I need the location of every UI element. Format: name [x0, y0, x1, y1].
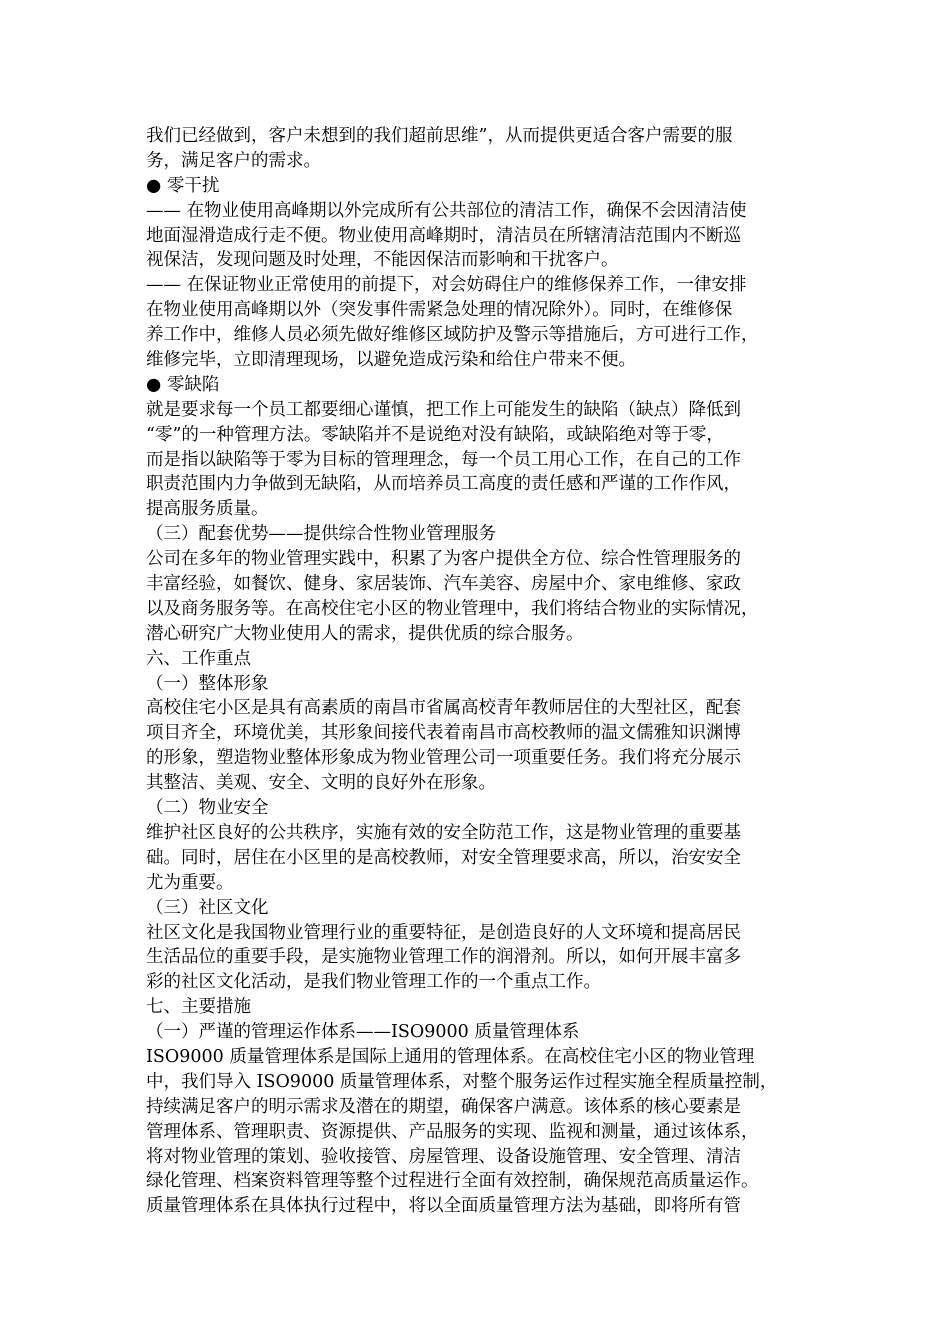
bullet-heading: ● 零缺陷	[146, 374, 220, 395]
section-heading: （三）社区文化	[146, 897, 269, 918]
text-line: 潜心研究广大物业使用人的需求，提供优质的综合服务。	[146, 623, 584, 644]
text-line: 维修完毕，立即清理现场，以避免造成污染和给住户带来不便。	[146, 350, 636, 371]
text-line: 持续满足客户的明示需求及潜在的期望，确保客户满意。该体系的核心要素是	[146, 1096, 741, 1117]
text-line: 项目齐全，环境优美，其形象间接代表着南昌市高校教师的温文儒雅知识渊博	[146, 723, 741, 744]
text-line: 地面湿滑造成行走不便。物业使用高峰期时，清洁员在所辖清洁范围内不断巡	[146, 225, 741, 246]
text-line: —— 在保证物业正常使用的前提下，对会妨碍住户的维修保养工作，一律安排	[146, 275, 747, 296]
text-line: 视保洁，发现问题及时处理，不能因保洁而影响和干扰客户。	[146, 250, 619, 271]
text-line: 彩的社区文化活动，是我们物业管理工作的一个重点工作。	[146, 972, 601, 993]
chapter-heading: 六、工作重点	[146, 648, 251, 669]
text-line: “零”的一种管理方法。零缺陷并不是说绝对没有缺陷，或缺陷绝对等于零，	[146, 424, 724, 445]
text-line: 社区文化是我国物业管理行业的重要特征，是创造良好的人文环境和提高居民	[146, 922, 741, 943]
text-line: 绿化管理、档案资料管理等整个过程进行全面有效控制，确保规范高质量运作。	[146, 1171, 759, 1192]
text-line: 以及商务服务等。在高校住宅小区的物业管理中，我们将结合物业的实际情况，	[146, 598, 759, 619]
text-line: ISO9000 质量管理体系是国际上通用的管理体系。在高校住宅小区的物业管理	[146, 1046, 755, 1067]
text-line: 务，满足客户的需求。	[146, 150, 321, 171]
text-line: 质量管理体系在具体执行过程中，将以全面质量管理方法为基础，即将所有管	[146, 1196, 741, 1217]
section-heading: （三）配套优势——提供综合性物业管理服务	[146, 524, 496, 545]
text-line: 高校住宅小区是具有高素质的南昌市省属高校青年教师居住的大型社区，配套	[146, 698, 741, 719]
text-line: 的形象，塑造物业整体形象成为物业管理公司一项重要任务。我们将充分展示	[146, 748, 741, 769]
document-page	[146, 124, 806, 1219]
text-line: 在物业使用高峰期以外（突发事件需紧急处理的情况除外）。同时，在维修保	[146, 300, 733, 321]
text-line: 而是指以缺陷等于零为目标的管理理念，每一个员工用心工作，在自己的工作	[146, 449, 741, 470]
text-line: 我们已经做到，客户未想到的我们超前思维”，从而提供更适合客户需要的服	[146, 126, 733, 146]
text-line: 职责范围内力争做到无缺陷，从而培养员工高度的责任感和严谨的工作作风，	[146, 474, 741, 495]
section-heading: （一）严谨的管理运作体系——ISO9000 质量管理体系	[146, 1022, 580, 1043]
text-line: 管理体系、管理职责、资源提供、产品服务的实现、监视和测量，通过该体系，	[146, 1121, 759, 1142]
text-line: 中，我们导入 ISO9000 质量管理体系，对整个服务运作过程实施全程质量控制，	[146, 1071, 778, 1092]
text-line: 就是要求每一个员工都要细心谨慎，把工作上可能发生的缺陷（缺点）降低到	[146, 399, 741, 420]
text-line: 将对物业管理的策划、验收接管、房屋管理、设备设施管理、安全管理、清洁	[146, 1146, 741, 1167]
text-line: 提高服务质量。	[146, 499, 269, 520]
bullet-heading: ● 零干扰	[146, 175, 220, 196]
section-heading: （二）物业安全	[146, 798, 269, 819]
section-heading: （一）整体形象	[146, 673, 269, 694]
text-line: 公司在多年的物业管理实践中，积累了为客户提供全方位、综合性管理服务的	[146, 549, 741, 570]
text-line: 其整洁、美观、安全、文明的良好外在形象。	[146, 773, 496, 794]
text-line: 维护社区良好的公共秩序，实施有效的安全防范工作，这是物业管理的重要基	[146, 822, 741, 843]
text-line: 尤为重要。	[146, 872, 234, 893]
text-line: 础。同时，居住在小区里的是高校教师，对安全管理要求高，所以，治安安全	[146, 847, 741, 868]
chapter-heading: 七、主要措施	[146, 997, 251, 1018]
text-line: 养工作中，维修人员必须先做好维修区域防护及警示等措施后，方可进行工作，	[146, 325, 759, 346]
text-line: —— 在物业使用高峰期以外完成所有公共部位的清洁工作，确保不会因清洁使	[146, 200, 747, 221]
text-line: 生活品位的重要手段，是实施物业管理工作的润滑剂。所以，如何开展丰富多	[146, 947, 741, 968]
text-line: 丰富经验，如餐饮、健身、家居装饰、汽车美容、房屋中介、家电维修、家政	[146, 574, 741, 595]
